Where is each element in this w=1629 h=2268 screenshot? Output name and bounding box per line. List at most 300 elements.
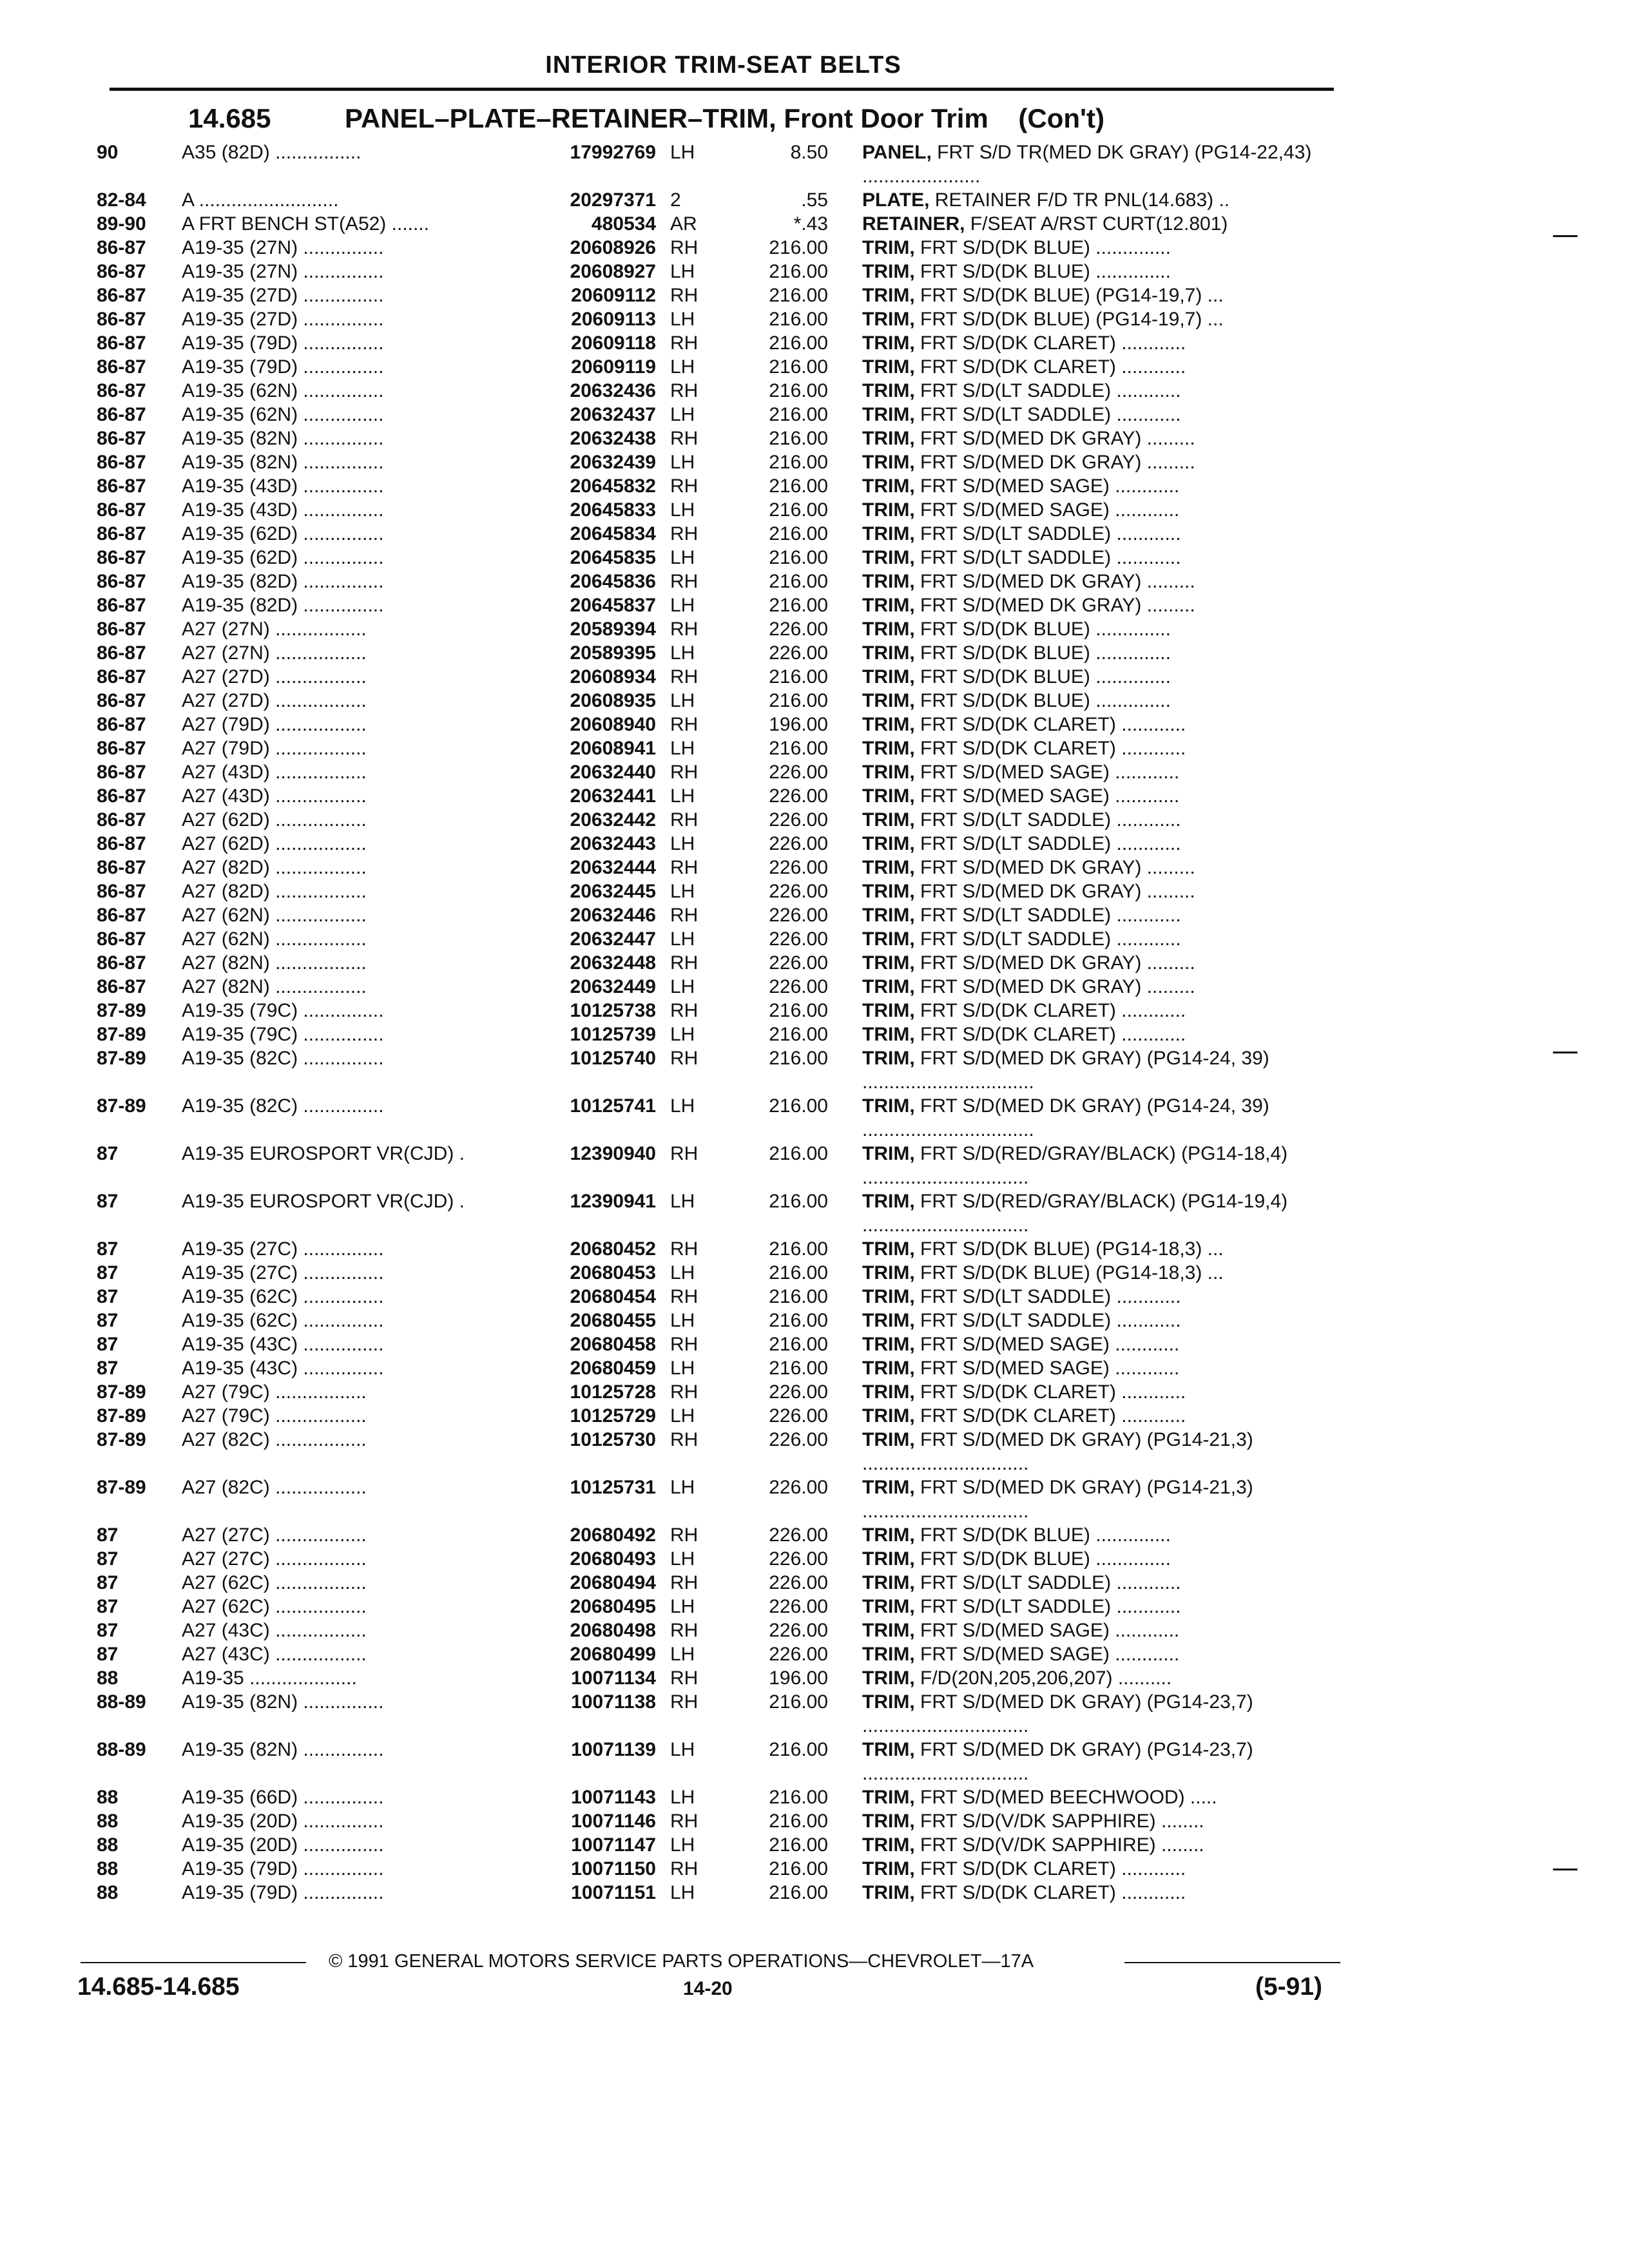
- description-keyword: TRIM,: [862, 1310, 915, 1331]
- description-text: FRT S/D(MED DK GRAY) .........: [914, 857, 1195, 878]
- model-cell: A27 (62C) .................: [182, 1572, 367, 1593]
- part-number-cell: 20632436: [570, 380, 656, 401]
- price-cell: 226.00: [769, 857, 828, 878]
- model-cell: A19-35 (43C) ...............: [182, 1334, 384, 1355]
- description-text: FRT S/D(DK CLARET) ............: [914, 738, 1186, 759]
- table-row: [0, 307, 1353, 331]
- year-cell: 86-87: [97, 261, 146, 282]
- description-cell: [862, 284, 1336, 307]
- model-cell: A27 (43D) .................: [182, 785, 367, 807]
- side-cell: LH: [670, 690, 695, 711]
- model-cell: A19-35 (82N) ...............: [182, 1691, 384, 1713]
- side-cell: RH: [670, 714, 699, 735]
- year-cell: 86-87: [97, 523, 146, 544]
- part-number-cell: 10125739: [570, 1024, 656, 1045]
- year-cell: 87-89: [97, 1095, 146, 1117]
- description-cell: [862, 1356, 1336, 1380]
- side-cell: RH: [670, 1572, 699, 1593]
- table-row: [0, 1285, 1353, 1309]
- price-cell: 216.00: [769, 261, 828, 282]
- price-cell: 226.00: [769, 1477, 828, 1498]
- table-row: [0, 832, 1353, 856]
- year-cell: 87: [97, 1572, 119, 1593]
- description-cell: [862, 1642, 1336, 1666]
- description-text: FRT S/D(V/DK SAPPHIRE) ........: [914, 1811, 1204, 1832]
- side-cell: LH: [670, 1739, 695, 1760]
- description-text: FRT S/D(LT SADDLE) ............: [914, 523, 1181, 544]
- description-text: FRT S/D(MED SAGE) ............: [914, 1358, 1180, 1379]
- description-text: FRT S/D(MED SAGE) ............: [914, 499, 1180, 521]
- year-cell: 86-87: [97, 905, 146, 926]
- price-cell: 226.00: [769, 1596, 828, 1617]
- description-text: FRT S/D(DK CLARET) ............: [914, 1024, 1186, 1045]
- price-cell: 216.00: [769, 452, 828, 473]
- side-cell: RH: [670, 1048, 699, 1069]
- table-row: [0, 1332, 1353, 1356]
- description-text: F/D(20N,205,206,207) ..........: [914, 1667, 1172, 1689]
- description-keyword: TRIM,: [862, 1048, 915, 1069]
- description-cell: [862, 808, 1336, 832]
- table-row: [0, 1356, 1353, 1380]
- part-number-cell: 20632441: [570, 785, 656, 807]
- table-row: [0, 522, 1353, 546]
- description-cell: [862, 641, 1336, 665]
- table-row: [0, 856, 1353, 879]
- year-cell: 87: [97, 1620, 119, 1641]
- year-cell: 86-87: [97, 380, 146, 401]
- part-number-cell: 10071143: [571, 1787, 656, 1808]
- year-cell: 87-89: [97, 1381, 146, 1403]
- description-text: FRT S/D(LT SADDLE) ............: [914, 928, 1181, 950]
- description-cell: [862, 1261, 1336, 1285]
- description-text: FRT S/D(LT SADDLE) ............: [914, 905, 1181, 926]
- description-text: FRT S/D(DK CLARET) ............: [914, 1405, 1186, 1427]
- price-cell: 216.00: [769, 523, 828, 544]
- description-keyword: TRIM,: [862, 881, 915, 902]
- description-keyword: TRIM,: [862, 261, 915, 282]
- description-keyword: TRIM,: [862, 1524, 915, 1546]
- table-row: [0, 1523, 1353, 1547]
- side-cell: LH: [670, 499, 695, 521]
- footer-rule-left: [81, 1962, 306, 1963]
- description-keyword: TRIM,: [862, 547, 915, 568]
- description-keyword: TRIM,: [862, 952, 915, 974]
- description-keyword: TRIM,: [862, 1143, 915, 1164]
- side-cell: LH: [670, 595, 695, 616]
- year-cell: 86-87: [97, 738, 146, 759]
- year-cell: 90: [97, 142, 119, 163]
- price-cell: 216.00: [769, 1334, 828, 1355]
- description-keyword: TRIM,: [862, 380, 915, 401]
- part-number-cell: 10071146: [571, 1811, 656, 1832]
- description-cell: [862, 856, 1336, 879]
- year-cell: 86-87: [97, 928, 146, 950]
- description-keyword: TRIM,: [862, 332, 915, 354]
- description-keyword: TRIM,: [862, 523, 915, 544]
- model-cell: A19-35 (79D) ...............: [182, 356, 384, 378]
- model-cell: A19-35 EUROSPORT VR(CJD) .: [182, 1143, 465, 1164]
- model-cell: A19-35 (43D) ...............: [182, 476, 384, 497]
- year-cell: 86-87: [97, 642, 146, 664]
- description-cell: [862, 498, 1336, 522]
- side-cell: LH: [670, 1358, 695, 1379]
- part-number-cell: 20608941: [570, 738, 656, 759]
- table-row: [0, 641, 1353, 665]
- side-cell: RH: [670, 1286, 699, 1307]
- side-cell: RH: [670, 1691, 699, 1713]
- price-cell: 216.00: [769, 499, 828, 521]
- part-number-cell: 20680459: [570, 1358, 656, 1379]
- year-cell: 86-87: [97, 690, 146, 711]
- price-cell: 216.00: [769, 595, 828, 616]
- part-number-cell: 20680492: [570, 1524, 656, 1546]
- part-number-cell: 20680454: [570, 1286, 656, 1307]
- part-number-cell: 20608934: [570, 666, 656, 687]
- price-cell: 216.00: [769, 1882, 828, 1903]
- year-cell: 86-87: [97, 356, 146, 378]
- price-cell: 216.00: [769, 404, 828, 425]
- table-row: [0, 689, 1353, 713]
- description-keyword: TRIM,: [862, 1477, 915, 1498]
- description-cell: [862, 879, 1336, 903]
- year-cell: 88: [97, 1787, 119, 1808]
- model-cell: A19-35 (82N) ...............: [182, 452, 384, 473]
- description-text: FRT S/D(V/DK SAPPHIRE) ........: [914, 1834, 1204, 1856]
- price-cell: 216.00: [769, 380, 828, 401]
- description-text: FRT S/D(DK BLUE) ..............: [914, 1548, 1171, 1570]
- table-row: [0, 808, 1353, 832]
- description-keyword: TRIM,: [862, 714, 915, 735]
- price-cell: 226.00: [769, 1524, 828, 1546]
- part-number-cell: 20589395: [570, 642, 656, 664]
- price-cell: 226.00: [769, 928, 828, 950]
- price-cell: 216.00: [769, 1286, 828, 1307]
- description-keyword: TRIM,: [862, 1667, 915, 1689]
- footer-copyright: © 1991 GENERAL MOTORS SERVICE PARTS OPERATIONS—CHEVROLET—17A: [329, 1951, 1034, 1972]
- description-text: FRT S/D(MED SAGE) ............: [914, 785, 1180, 807]
- part-number-cell: 20632439: [570, 452, 656, 473]
- side-cell: LH: [670, 356, 695, 378]
- part-number-cell: 20680494: [570, 1572, 656, 1593]
- description-text: FRT S/D(RED/GRAY/BLACK) (PG14-19,4) ...............................: [862, 1191, 1288, 1236]
- part-number-cell: 20632447: [570, 928, 656, 950]
- part-number-cell: 20645835: [570, 547, 656, 568]
- model-cell: A27 (27C) .................: [182, 1548, 367, 1570]
- table-row: [0, 903, 1353, 927]
- part-number-cell: 20589394: [570, 619, 656, 640]
- year-cell: 87: [97, 1596, 119, 1617]
- table-row: [0, 1547, 1353, 1571]
- side-cell: LH: [670, 1191, 695, 1212]
- table-row: [0, 1404, 1353, 1428]
- description-keyword: TRIM,: [862, 1405, 915, 1427]
- price-cell: 216.00: [769, 285, 828, 306]
- year-cell: 86-87: [97, 237, 146, 258]
- year-cell: 86-87: [97, 285, 146, 306]
- description-text: FRT S/D(LT SADDLE) ............: [914, 1572, 1181, 1593]
- side-cell: RH: [670, 332, 699, 354]
- description-text: FRT S/D(DK BLUE) ..............: [914, 642, 1171, 664]
- description-text: FRT S/D(MED DK GRAY) .........: [914, 452, 1195, 473]
- description-text: FRT S/D(LT SADDLE) ............: [914, 1286, 1181, 1307]
- model-cell: A27 (43C) .................: [182, 1644, 367, 1665]
- description-cell: [862, 903, 1336, 927]
- year-cell: 86-87: [97, 762, 146, 783]
- price-cell: 226.00: [769, 1572, 828, 1593]
- table-row: [0, 1619, 1353, 1642]
- model-cell: A19-35 (43C) ...............: [182, 1358, 384, 1379]
- description-cell: [862, 593, 1336, 617]
- side-cell: LH: [670, 928, 695, 950]
- year-cell: 87: [97, 1644, 119, 1665]
- year-cell: 86-87: [97, 547, 146, 568]
- part-number-cell: 20608926: [570, 237, 656, 258]
- description-text: FRT S/D(MED SAGE) ............: [914, 1334, 1180, 1355]
- table-row: [0, 879, 1353, 903]
- parts-list: [0, 140, 1353, 1905]
- footer-page-number: 14-20: [683, 1978, 733, 1999]
- description-text: FRT S/D(LT SADDLE) ............: [914, 1310, 1181, 1331]
- description-keyword: TRIM,: [862, 1381, 915, 1403]
- model-cell: A27 (62D) .................: [182, 809, 367, 831]
- price-cell: 226.00: [769, 809, 828, 831]
- section-title: PANEL–PLATE–RETAINER–TRIM, Front Door Trim (Con't): [345, 103, 1104, 133]
- side-cell: RH: [670, 285, 699, 306]
- part-number-cell: 10071150: [571, 1858, 656, 1879]
- year-cell: 87: [97, 1358, 119, 1379]
- price-cell: 216.00: [769, 237, 828, 258]
- model-cell: A35 (82D) ................: [182, 142, 361, 163]
- model-cell: A27 (79C) .................: [182, 1405, 367, 1427]
- side-cell: LH: [670, 976, 695, 997]
- side-cell: LH: [670, 1787, 695, 1808]
- description-cell: [862, 331, 1336, 355]
- description-cell: [862, 236, 1336, 260]
- table-row: [0, 498, 1353, 522]
- description-cell: [862, 188, 1336, 212]
- description-keyword: TRIM,: [862, 1191, 915, 1212]
- description-keyword: PANEL,: [862, 142, 932, 163]
- price-cell: 216.00: [769, 1048, 828, 1069]
- year-cell: 86-87: [97, 571, 146, 592]
- part-number-cell: 20632444: [570, 857, 656, 878]
- side-cell: RH: [670, 905, 699, 926]
- description-cell: [862, 1475, 1336, 1523]
- side-cell: LH: [670, 547, 695, 568]
- price-cell: 216.00: [769, 1095, 828, 1117]
- year-cell: 86-87: [97, 404, 146, 425]
- description-text: FRT S/D(DK CLARET) ............: [914, 1381, 1186, 1403]
- part-number-cell: 20632438: [570, 428, 656, 449]
- price-cell: 226.00: [769, 881, 828, 902]
- side-cell: RH: [670, 666, 699, 687]
- price-cell: 216.00: [769, 571, 828, 592]
- description-cell: [862, 1666, 1336, 1690]
- description-text: FRT S/D(MED DK GRAY) (PG14-24, 39) ................................: [862, 1048, 1269, 1093]
- year-cell: 86-87: [97, 452, 146, 473]
- price-cell: 216.00: [769, 1811, 828, 1832]
- margin-mark: [1553, 235, 1577, 237]
- table-row: [0, 379, 1353, 403]
- description-text: FRT S/D(DK BLUE) ..............: [914, 1524, 1171, 1546]
- side-cell: LH: [670, 881, 695, 902]
- model-cell: A19-35 (82C) ...............: [182, 1048, 384, 1069]
- part-number-cell: 20680453: [570, 1262, 656, 1283]
- description-keyword: TRIM,: [862, 285, 915, 306]
- description-text: FRT S/D(MED DK GRAY) .........: [914, 952, 1195, 974]
- description-text: FRT S/D(MED SAGE) ............: [914, 1620, 1180, 1641]
- part-number-cell: 480534: [591, 213, 656, 235]
- description-cell: [862, 260, 1336, 284]
- table-row: [0, 1046, 1353, 1094]
- model-cell: A27 (82D) .................: [182, 881, 367, 902]
- description-keyword: TRIM,: [862, 1834, 915, 1856]
- table-row: [0, 760, 1353, 784]
- model-cell: A19-35 (62C) ...............: [182, 1310, 384, 1331]
- price-cell: 226.00: [769, 1548, 828, 1570]
- model-cell: A27 (79D) .................: [182, 714, 367, 735]
- part-number-cell: 20632445: [570, 881, 656, 902]
- table-row: [0, 617, 1353, 641]
- part-number-cell: 20680493: [570, 1548, 656, 1570]
- year-cell: 88: [97, 1858, 119, 1879]
- price-cell: 226.00: [769, 642, 828, 664]
- table-row: [0, 212, 1353, 236]
- price-cell: 226.00: [769, 952, 828, 974]
- description-text: FRT S/D(DK CLARET) ............: [914, 714, 1186, 735]
- model-cell: A19-35 (62C) ...............: [182, 1286, 384, 1307]
- part-number-cell: 20608940: [570, 714, 656, 735]
- description-cell: [862, 1595, 1336, 1619]
- year-cell: 87-89: [97, 1405, 146, 1427]
- price-cell: 216.00: [769, 1238, 828, 1260]
- price-cell: 226.00: [769, 762, 828, 783]
- description-keyword: TRIM,: [862, 1572, 915, 1593]
- description-text: FRT S/D(MED DK GRAY) (PG14-21,3) ...............................: [862, 1477, 1253, 1522]
- description-cell: [862, 832, 1336, 856]
- part-number-cell: 20609118: [571, 332, 656, 354]
- part-number-cell: 10071138: [571, 1691, 656, 1713]
- year-cell: 89-90: [97, 213, 146, 235]
- model-cell: A27 (27D) .................: [182, 690, 367, 711]
- description-keyword: TRIM,: [862, 762, 915, 783]
- table-row: [0, 355, 1353, 379]
- table-row: [0, 1309, 1353, 1332]
- price-cell: 216.00: [769, 690, 828, 711]
- side-cell: RH: [670, 428, 699, 449]
- description-text: FRT S/D(DK BLUE) ..............: [914, 261, 1171, 282]
- description-cell: [862, 1046, 1336, 1094]
- year-cell: 86-87: [97, 309, 146, 330]
- description-text: FRT S/D(MED DK GRAY) .........: [914, 976, 1195, 997]
- part-number-cell: 12390941: [570, 1191, 656, 1212]
- year-cell: 87-89: [97, 1048, 146, 1069]
- side-cell: RH: [670, 1143, 699, 1164]
- description-cell: [862, 1094, 1336, 1142]
- price-cell: 216.00: [769, 1024, 828, 1045]
- table-row: [0, 1785, 1353, 1809]
- price-cell: 216.00: [769, 1739, 828, 1760]
- price-cell: 196.00: [769, 714, 828, 735]
- model-cell: A19-35 (62D) ...............: [182, 547, 384, 568]
- side-cell: LH: [670, 1644, 695, 1665]
- description-text: FRT S/D(DK BLUE) ..............: [914, 237, 1171, 258]
- year-cell: 88: [97, 1882, 119, 1903]
- price-cell: 196.00: [769, 1667, 828, 1689]
- part-number-cell: 20680458: [570, 1334, 656, 1355]
- description-cell: [862, 951, 1336, 975]
- part-number-cell: 20680499: [570, 1644, 656, 1665]
- year-cell: 82-84: [97, 189, 146, 211]
- model-cell: A27 (79D) .................: [182, 738, 367, 759]
- year-cell: 87: [97, 1310, 119, 1331]
- description-cell: [862, 212, 1336, 236]
- table-row: [0, 784, 1353, 808]
- model-cell: A27 (27N) .................: [182, 619, 367, 640]
- model-cell: A19-35 (20D) ...............: [182, 1811, 384, 1832]
- description-cell: [862, 307, 1336, 331]
- side-cell: LH: [670, 1310, 695, 1331]
- side-cell: LH: [670, 1262, 695, 1283]
- price-cell: 216.00: [769, 476, 828, 497]
- description-text: FRT S/D TR(MED DK GRAY) (PG14-22,43) ......................: [862, 142, 1312, 187]
- description-cell: [862, 999, 1336, 1023]
- table-row: [0, 188, 1353, 212]
- year-cell: 86-87: [97, 976, 146, 997]
- table-row: [0, 593, 1353, 617]
- year-cell: 86-87: [97, 833, 146, 854]
- model-cell: A27 (62N) .................: [182, 928, 367, 950]
- table-row: [0, 1475, 1353, 1523]
- table-row: [0, 1595, 1353, 1619]
- year-cell: 86-87: [97, 428, 146, 449]
- price-cell: 216.00: [769, 1310, 828, 1331]
- table-row: [0, 1237, 1353, 1261]
- description-cell: [862, 1309, 1336, 1332]
- price-cell: 226.00: [769, 1381, 828, 1403]
- side-cell: LH: [670, 785, 695, 807]
- model-cell: A27 (82N) .................: [182, 976, 367, 997]
- side-cell: RH: [670, 1811, 699, 1832]
- side-cell: LH: [670, 142, 695, 163]
- price-cell: 216.00: [769, 1858, 828, 1879]
- description-keyword: TRIM,: [862, 619, 915, 640]
- model-cell: A19-35 (82D) ...............: [182, 595, 384, 616]
- description-text: FRT S/D(DK BLUE) (PG14-19,7) ...: [914, 285, 1224, 306]
- description-keyword: TRIM,: [862, 1286, 915, 1307]
- year-cell: 88: [97, 1667, 119, 1689]
- description-text: FRT S/D(DK CLARET) ............: [914, 1882, 1186, 1903]
- description-keyword: TRIM,: [862, 809, 915, 831]
- description-text: FRT S/D(MED SAGE) ............: [914, 762, 1180, 783]
- side-cell: RH: [670, 1429, 699, 1450]
- description-text: FRT S/D(MED SAGE) ............: [914, 476, 1180, 497]
- model-cell: A19-35 (27D) ...............: [182, 285, 384, 306]
- description-text: RETAINER F/D TR PNL(14.683) ..: [929, 189, 1230, 211]
- part-number-cell: 10071134: [571, 1667, 656, 1689]
- table-row: [0, 1261, 1353, 1285]
- table-row: [0, 736, 1353, 760]
- price-cell: 216.00: [769, 1191, 828, 1212]
- part-number-cell: 10125731: [570, 1477, 656, 1498]
- model-cell: A27 (82N) .................: [182, 952, 367, 974]
- part-number-cell: 20632442: [570, 809, 656, 831]
- year-cell: 86-87: [97, 332, 146, 354]
- year-cell: 86-87: [97, 785, 146, 807]
- model-cell: A27 (82C) .................: [182, 1429, 367, 1450]
- footer-section-range: 14.685-14.685: [77, 1973, 240, 2001]
- description-text: FRT S/D(MED DK GRAY) (PG14-24, 39) ................................: [862, 1095, 1269, 1140]
